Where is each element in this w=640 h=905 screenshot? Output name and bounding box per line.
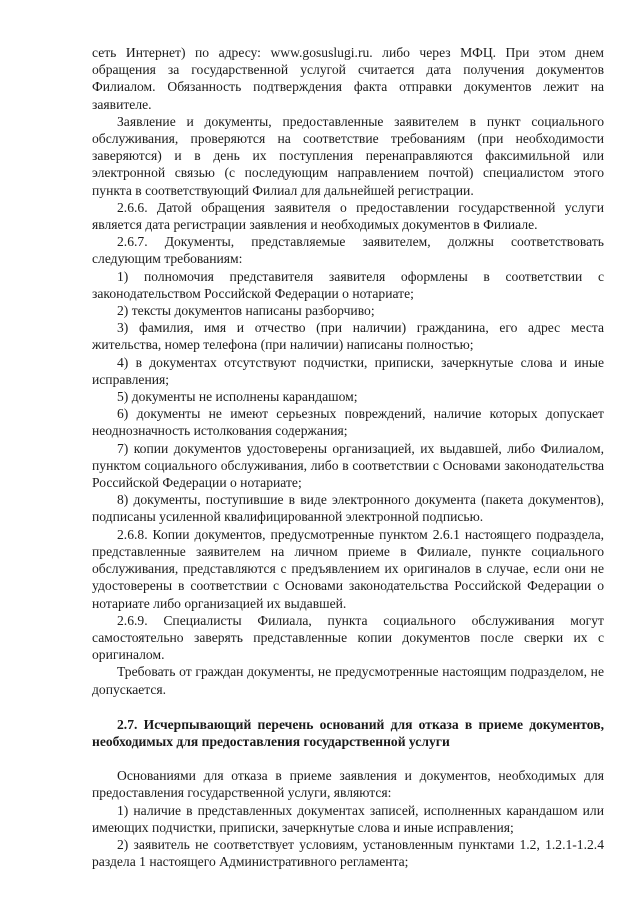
list-item: 8) документы, поступившие в виде электронного документа (пакета документов), подписаны усиленной квалифицированной электронной подписью. — [92, 492, 604, 525]
paragraph: 2.6.7. Документы, представляемые заявителем, должны соответствовать следующим требованиям: — [92, 234, 604, 267]
list-item: 2) тексты документов написаны разборчиво; — [117, 303, 375, 319]
document-body — [92, 44, 604, 870]
paragraph: 2.6.6. Датой обращения заявителя о предоставлении государственной услуги является дата регистрации заявления и необходимых документов в Филиале. — [92, 199, 604, 233]
list-item: 2) заявитель не соответствует условиям, установленным пунктами 1.2, 1.2.1-1.2.4 раздела 1 настоящего Административного регламента; — [92, 836, 604, 870]
paragraph: 2.6.8. Копии документов, предусмотренные пунктом 2.6.1 настоящего подраздела, представленные заявителем на личном приеме в Филиале, пункте социального обслуживания, представляются с предъявлением их оригиналов в случае, если они не удостоверены в соответствии с Основами законодательства Российской Федерации о нотариате либо организацией их выдавшей. — [92, 526, 604, 611]
list-item: 3) фамилия, имя и отчество (при наличии) гражданина, его адрес места жительства, номер телефона (при наличии) написаны полностью; — [92, 320, 604, 353]
paragraph: Требовать от граждан документы, не предусмотренные настоящим подразделом, не допускается. — [92, 664, 604, 697]
list-item: 4) в документах отсутствуют подчистки, приписки, зачеркнутые слова и иные исправления; — [92, 354, 604, 387]
paragraph: 2.6.9. Специалисты Филиала, пункта социального обслуживания могут самостоятельно заверять представленные копии документов после сверки их с оригиналом. — [92, 612, 604, 663]
list-item: 7) копии документов удостоверены организацией, их выдавшей, либо Филиалом, пунктом социального обслуживания, либо в соответствии с Основами законодательства Российской Федерации о нотариате; — [92, 440, 604, 491]
paragraph: Основаниями для отказа в приеме заявления и документов, необходимых для предоставления государственной услуги, являются: — [92, 768, 604, 801]
paragraph: Заявление и документы, предоставленные заявителем в пункт социального обслуживания, проверяются на соответствие требованиям (при необходимости заверяются) и в день их поступления перенаправляются факсимильной или электронной связью (с последующим направлением почтой) специалистом этого пункта в соответствующий Филиал для дальнейшей регистрации. — [92, 113, 604, 198]
list-item: 6) документы не имеют серьезных повреждений, наличие которых допускает неоднозначность истолкования содержания; — [92, 406, 604, 439]
section-heading: 2.7. Исчерпывающий перечень оснований для отказа в приеме документов, необходимых для предоставления государственной услуги — [92, 716, 604, 749]
paragraph: сеть Интернет) по адресу: www.gosuslugi.ru. либо через МФЦ. При этом днем обращения за государственной услугой считается дата получения документов Филиалом. Обязанность подтверждения факта отправки документов лежит на заявителе. — [92, 45, 604, 112]
list-item: 1) полномочия представителя заявителя оформлены в соответствии с законодательством Российской Федерации о нотариате; — [92, 268, 604, 301]
list-item: 5) документы не исполнены карандашом; — [117, 389, 358, 405]
list-item: 1) наличие в представленных документах записей, исполненных карандашом или имеющих подчистки, приписки, зачеркнутые слова и иные исправления; — [92, 802, 604, 835]
